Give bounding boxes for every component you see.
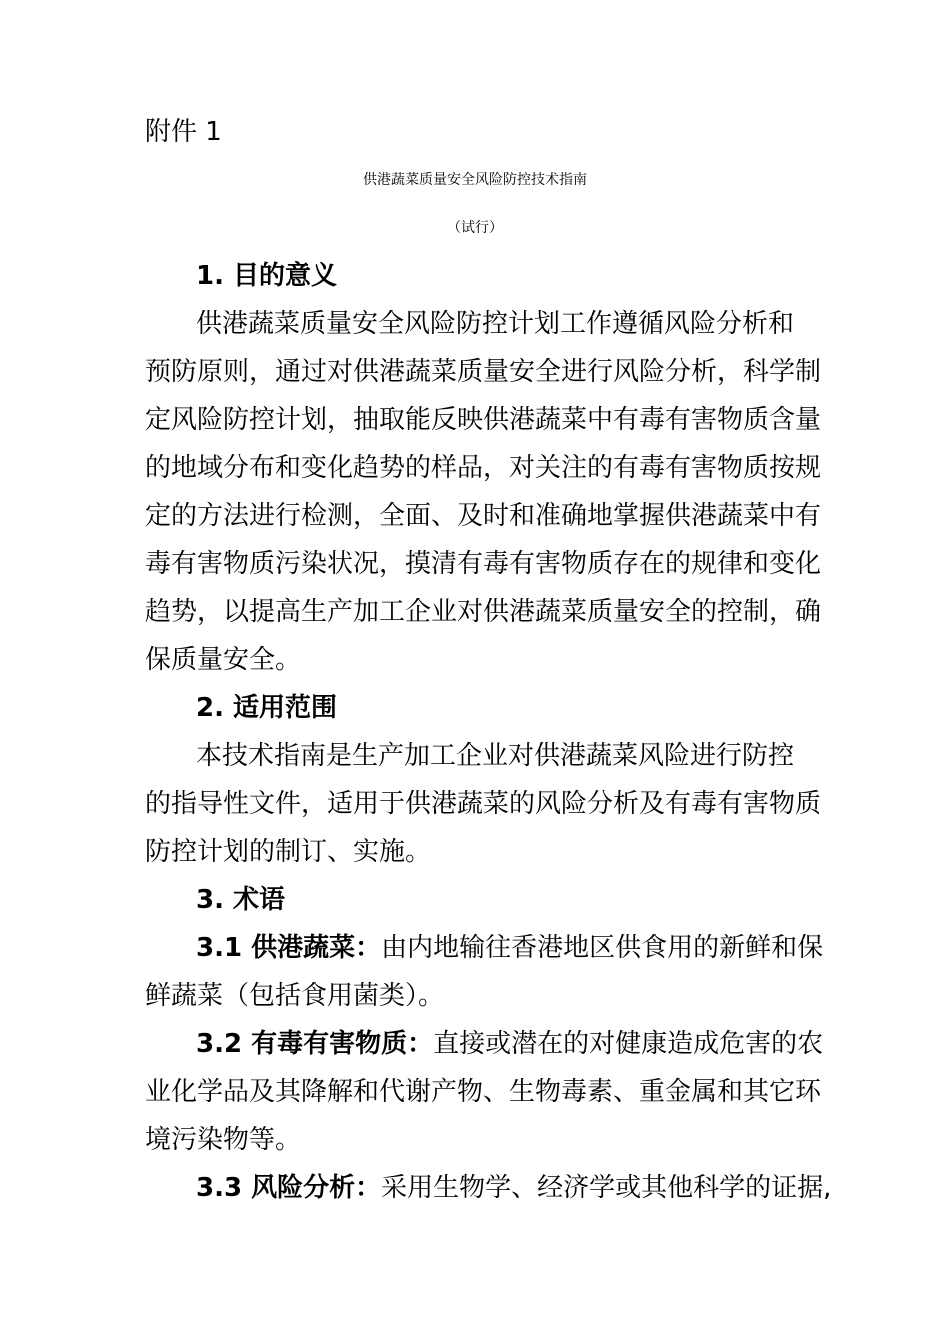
section-1-line: 的地域分布和变化趋势的样品，对关注的有毒有害物质按规 xyxy=(145,453,822,483)
section-1-line: 保质量安全。 xyxy=(145,645,302,675)
section-2-line: 的指导性文件，适用于供港蔬菜的风险分析及有毒有害物质 xyxy=(145,789,822,819)
document-subtitle: （试行） xyxy=(447,220,503,236)
term-3-1-line: 鲜蔬菜（包括食用菌类）。 xyxy=(145,981,445,1011)
section-2-line: 本技术指南是生产加工企业对供港蔬菜风险进行防控 xyxy=(196,741,795,771)
term-3-3-label: 3.3 风险分析： xyxy=(196,1173,382,1203)
term-3-2-line: 业化学品及其降解和代谢产物、生物毒素、重金属和其它环 xyxy=(145,1077,822,1107)
section-1-heading: 1. 目的意义 xyxy=(196,261,338,291)
section-1-line: 定风险防控计划，抽取能反映供港蔬菜中有毒有害物质含量 xyxy=(145,405,822,435)
attachment-label: 附件 1 xyxy=(145,117,222,147)
section-1-line: 供港蔬菜质量安全风险防控计划工作遵循风险分析和 xyxy=(196,309,795,339)
term-3-2-definition: 直接或潜在的对健康造成危害的农 xyxy=(433,1029,824,1059)
term-3-1 xyxy=(196,930,823,966)
term-3-1-label: 3.1 供港蔬菜： xyxy=(196,933,382,963)
term-3-3 xyxy=(196,1170,831,1206)
section-1-line: 定的方法进行检测，全面、及时和准确地掌握供港蔬菜中有 xyxy=(145,501,822,531)
term-3-3-definition: 采用生物学、经济学或其他科学的证据, xyxy=(381,1173,832,1203)
section-1-line: 趋势，以提高生产加工企业对供港蔬菜质量安全的控制，确 xyxy=(145,597,822,627)
term-3-1-definition: 由内地输往香港地区供食用的新鲜和保 xyxy=(381,933,824,963)
section-2-line: 防控计划的制订、实施。 xyxy=(145,837,432,867)
section-1-line: 毒有害物质污染状况，摸清有毒有害物质存在的规律和变化 xyxy=(145,549,822,579)
term-3-2-line: 境污染物等。 xyxy=(145,1125,302,1155)
section-2-heading: 2. 适用范围 xyxy=(196,693,338,723)
term-3-2-label: 3.2 有毒有害物质： xyxy=(196,1029,434,1059)
section-1-line: 预防原则，通过对供港蔬菜质量安全进行风险分析，科学制 xyxy=(145,357,822,387)
section-3-heading: 3. 术语 xyxy=(196,885,286,915)
document-title: 供港蔬菜质量安全风险防控技术指南 xyxy=(363,172,587,188)
term-3-2 xyxy=(196,1026,823,1062)
